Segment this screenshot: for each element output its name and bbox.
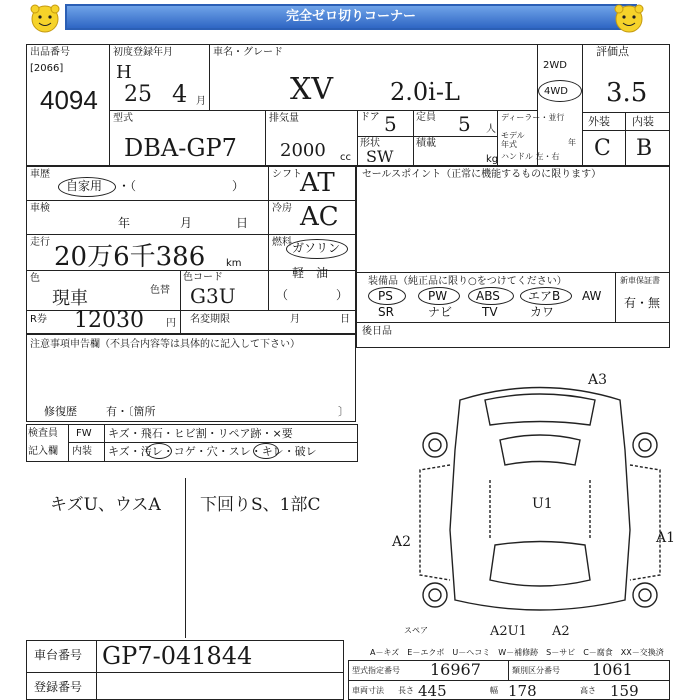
inspector-in: 内装 (72, 446, 92, 457)
doors-label: ドア (360, 112, 380, 123)
warranty-value: 有・無 (624, 296, 661, 310)
car-damage-diagram (390, 370, 670, 640)
middle-right-block (356, 166, 670, 348)
spec-dim-label: 車両寸法 (352, 686, 384, 695)
model-value: DBA-GP7 (124, 134, 237, 162)
displacement-label: 排気量 (269, 113, 299, 124)
mascot-left-icon (28, 2, 62, 36)
equip-aw: AW (582, 289, 602, 303)
score-label: 評価点 (596, 45, 629, 58)
shift-value: AT (300, 168, 335, 198)
year-unit: 年 (568, 138, 576, 147)
color-code: G3U (190, 284, 236, 308)
mileage-value: 20万6千386 (54, 242, 206, 272)
load-label: 積載 (416, 138, 436, 149)
fuel-label: 燃料 (272, 237, 292, 248)
mileage-unit: km (226, 258, 242, 269)
label-4wd: 4WD (544, 86, 568, 97)
model-label: 型式 (113, 113, 133, 124)
score-int-label: 内装 (632, 115, 654, 128)
warranty-label: 新車保証書 (620, 276, 660, 285)
first-reg-year: 25 (124, 82, 152, 107)
capacity-unit: 人 (486, 124, 496, 135)
shape-value: SW (366, 147, 394, 166)
equip-sr: SR (378, 305, 394, 319)
equip-leather: カワ (530, 305, 555, 319)
diag-a3: A3 (588, 372, 608, 388)
displacement-value: 2000 (280, 140, 326, 161)
car-name: XV (290, 72, 334, 107)
diag-a1-right: A1 (656, 530, 676, 546)
handle-label: ハンドル 左・右 (501, 152, 560, 161)
score-ext-label: 外装 (588, 115, 610, 128)
shift-label: シフト (272, 169, 302, 180)
fuel-diesel: 軽 油 (292, 266, 329, 280)
repair-value: 有・〔箇所 (106, 405, 156, 418)
inspection-day: 日 (236, 216, 249, 230)
inspection-year: 年 (118, 216, 131, 230)
lot-label: 出品番号 (30, 47, 70, 58)
name-change-day: 日 (340, 314, 350, 325)
first-reg-era: H (116, 62, 132, 83)
name-change-month: 月 (290, 314, 300, 325)
doors-value: 5 (384, 112, 397, 136)
equipment-label: 装備品（純正品に限り○をつけてください） (368, 276, 567, 287)
spec-type-label: 型式指定番号 (352, 666, 400, 675)
dealer-label: ディーラー・並行 (501, 113, 565, 122)
remarks-left: キズU、ウスA (50, 495, 161, 515)
load-unit: kg (486, 154, 499, 165)
inspection-label: 車検 (30, 203, 50, 214)
spec-height-label: 高さ (580, 686, 596, 695)
inspector-label2: 記入欄 (28, 446, 58, 457)
repair-bracket: 〕 (338, 405, 349, 418)
equip-navi: ナビ (428, 305, 453, 319)
name-change-label: 名変期限 (190, 314, 230, 325)
spec-width-label: 幅 (490, 686, 498, 695)
equip-abs: ABS (476, 289, 500, 303)
displacement-unit: cc (340, 152, 351, 163)
reg-label: 登録番号 (34, 680, 83, 694)
banner-title: 完全ゼロ切りコーナー (65, 4, 637, 30)
first-reg-month-unit: 月 (196, 96, 206, 107)
diag-bottom1: A2U1 (490, 624, 527, 639)
recycle-unit: 円 (166, 318, 176, 329)
inspector-fw: FW (76, 428, 92, 439)
equip-airbag: エアB (528, 289, 561, 303)
spec-len-label: 長さ (398, 686, 414, 695)
score-int: B (636, 136, 653, 161)
spec-width-value: 178 (508, 682, 537, 700)
inspection-month: 月 (180, 216, 193, 230)
color-value: 現車 (52, 288, 88, 309)
recycle-label: R券 (30, 314, 47, 325)
notes-label: 注意事項申告欄（不具合内容等は具体的に記入して下さい） (30, 339, 300, 350)
repair-label: 修復歴 (44, 405, 77, 418)
sales-label: セールスポイント（正常に機能するものに限ります） (362, 169, 602, 180)
model-year-label: モデル年式 (501, 131, 525, 149)
remarks-right: 下回りS、1部C (200, 495, 321, 515)
color-change-label: 色替 (150, 285, 170, 296)
capacity-label: 定員 (416, 112, 436, 123)
fuel-paren: （ ） (276, 288, 349, 302)
diag-a2-left: A2 (392, 534, 412, 550)
inspector-in-items: キズ・汚レ・コゲ・穴・スレ・キレ・破レ (108, 445, 317, 458)
spec-class-label: 類別区分番号 (512, 666, 560, 675)
history-paren: ・（ ） (118, 179, 245, 193)
equip-ps: PS (378, 289, 393, 303)
rear-seat-label: 後日品 (362, 326, 392, 337)
lot-sub: [2066] (30, 63, 64, 74)
mascot-right-icon (612, 2, 646, 36)
history-value: 自家用 (66, 179, 103, 193)
mileage-label: 走行 (30, 237, 50, 248)
diag-u1: U1 (532, 496, 553, 512)
car-name-label: 車名・グレード (213, 47, 283, 58)
color-code-label: 色コード (183, 272, 223, 283)
first-reg-month: 4 (172, 80, 188, 108)
chassis-label: 車台番号 (34, 648, 83, 662)
spec-type-value: 16967 (430, 660, 481, 679)
lot-number: 4094 (40, 85, 98, 115)
ac-value: AC (300, 202, 339, 232)
in-stain-circle (146, 443, 172, 459)
fuel-gasoline: ガソリン (292, 241, 341, 255)
legend: A－キズ E－エクボ U－ヘコミ W－補修跡 S－サビ C－腐食 XX－交換済 (370, 648, 664, 657)
in-scuff-circle (253, 443, 279, 459)
spec-height-value: 159 (610, 682, 639, 700)
shape-label: 形状 (360, 138, 380, 149)
equip-pw: PW (428, 289, 448, 303)
spec-class-value: 1061 (592, 660, 633, 679)
score-ext: C (594, 136, 611, 161)
spec-len-value: 445 (418, 682, 447, 700)
color-label: 色 (30, 273, 40, 284)
first-reg-label: 初度登録年月 (113, 47, 173, 58)
score-value: 3.5 (606, 78, 648, 108)
recycle-value: 12030 (74, 308, 144, 333)
label-2wd: 2WD (543, 60, 567, 71)
inspector-label1: 検査員 (28, 428, 58, 439)
equip-tv: TV (482, 305, 498, 319)
inspector-fw-items: キズ・飛石・ヒビ割・リペア跡・×要 (108, 427, 293, 440)
capacity-value: 5 (458, 112, 471, 136)
diag-bottom2: A2 (552, 624, 570, 639)
car-grade: 2.0i-L (390, 78, 460, 106)
diag-spare: スペア (404, 626, 428, 635)
chassis-value: GP7-041844 (102, 642, 253, 670)
ac-label: 冷房 (272, 203, 292, 214)
history-label: 車歴 (30, 169, 50, 180)
